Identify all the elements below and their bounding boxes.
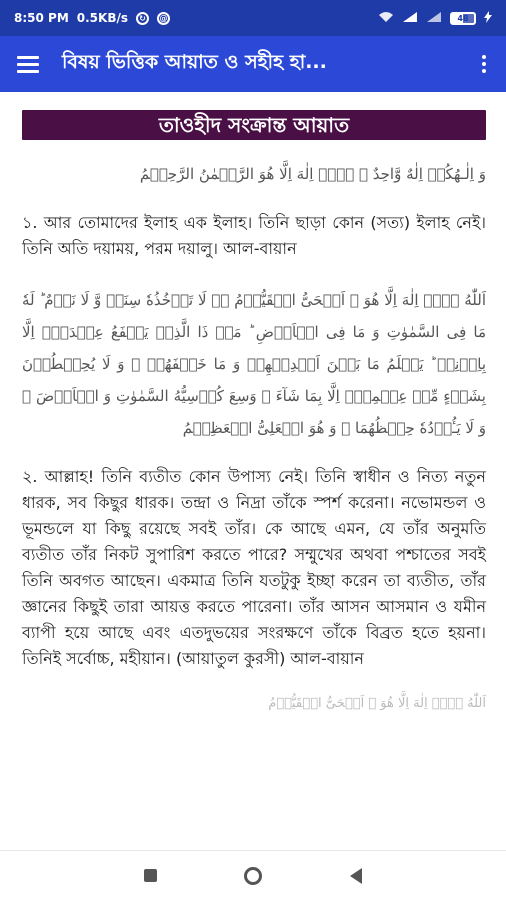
back-triangle-icon[interactable]: [350, 868, 362, 884]
status-bar: [0, 0, 506, 36]
app-title: বিষয় ভিত্তিক আয়াত ও সহীহ হা...: [62, 51, 327, 73]
section-title: তাওহীদ সংক্রান্ত আয়াত: [22, 110, 486, 140]
at-icon: @: [157, 12, 170, 25]
bangla-translation-1: ১. আর তোমাদের ইলাহ এক ইলাহ। তিনি ছাড়া কোন (সত্য) ইলাহ নেই। তিনি অতি দয়াময়, পরম দয়ালু। আল-বায়ান: [22, 213, 486, 258]
arabic-verse-1: وَ اِلٰـهُكُمۡ اِلٰهٌ وَّاحِدٌ ۚ لَاۤ اِلٰهَ اِلَّا هُوَ الرَّحۡمٰنُ الرَّحِیۡمُ: [139, 165, 486, 183]
wifi-icon: [378, 11, 394, 26]
network-speed: 0.5KB/s: [76, 11, 128, 25]
home-circle-icon[interactable]: [244, 867, 262, 885]
battery-icon: [450, 12, 476, 25]
app-bar: [0, 36, 506, 92]
sync-icon: ↻: [136, 12, 149, 25]
content-scroll[interactable]: [0, 92, 506, 850]
status-right: [378, 11, 492, 26]
hamburger-menu-icon[interactable]: [0, 36, 56, 92]
arabic-verse-2: اَللّٰهُ لَاۤ اِلٰهَ اِلَّا هُوَ ۚ اَلۡحَیُّ الۡقَیُّوۡمُ ۬ۚ لَا تَاۡخُذُهٗ سِنَۃٌ وَّ لَا نَوۡمٌ ؕ لَهٗ مَا فِی السَّمٰوٰتِ وَ مَا فِی الۡاَرۡضِ ؕ مَنۡ ذَا الَّذِیۡ یَشۡفَعُ عِنۡدَهٗۤ اِلَّا بِاِذۡنِهٖ ؕ یَعۡلَمُ مَا بَیۡنَ اَیۡدِیۡهِمۡ وَ مَا خَلۡفَهُمۡ ۚ وَ لَا یُحِیۡطُوۡنَ بِشَیۡءٍ مِّنۡ عِلۡمِهٖۤ اِلَّا بِمَا شَآءَ ۚ وَسِعَ کُرۡسِیُّهُ السَّمٰوٰتِ وَ الۡاَرۡضَ ۚ وَ لَا یَـُٔوۡدُهٗ حِفۡظُهُمَا ۚ وَ هُوَ الۡعَلِیُّ الۡعَظِیۡمُ: [22, 291, 486, 437]
bangla-translation-2: ২. আল্লাহ! তিনি ব্যতীত কোন উপাস্য নেই। তিনি স্বাধীন ও নিত্য নতুন ধারক, সব কিছুর ধারক। তন্দ্রা ও নিদ্রা তাঁকে স্পর্শ করেনা। নভোমন্ডল ও ভূমন্ডলে যা কিছু রয়েছে সবই তাঁর। কে আছে এমন, যে তাঁর অনুমতি ব্যতীত তাঁর নিকট সুপারিশ করতে পারে? সম্মুখের অথবা পশ্চাতের সবই তিনি অবগত আছেন। একমাত্র তিনি যতটুকু ইচ্ছা করেন তা ব্যতীত, তাঁর জ্ঞানের কিছুই তারা আয়ত্ত করতে পারেনা। তাঁর আসন আসমান ও যমীন ব্যাপী হয়ে আছে এবং এতদুভয়ের সংরক্ষণে তাঁকে বিব্রত হতে হয়না। তিনিই সর্বোচ্চ, মহীয়ান। (আয়াতুল কুরসী) আল-বায়ান: [22, 467, 486, 668]
battery-level: 48: [457, 13, 469, 23]
arabic-verse-3-partial: اَللّٰهُ لَاۤ اِلٰهَ اِلَّا هُوَ ۙ اَلۡحَیُّ الۡقَیُّوۡمُ: [268, 696, 486, 711]
status-left: [14, 11, 170, 25]
recents-square-icon[interactable]: [144, 869, 157, 882]
charging-icon: [484, 11, 492, 26]
signal-icon: [426, 11, 442, 26]
system-nav-bar: [0, 850, 506, 900]
status-time: 8:50 PM: [14, 11, 69, 25]
signal-icon: [402, 11, 418, 26]
more-vert-icon[interactable]: [462, 36, 506, 92]
